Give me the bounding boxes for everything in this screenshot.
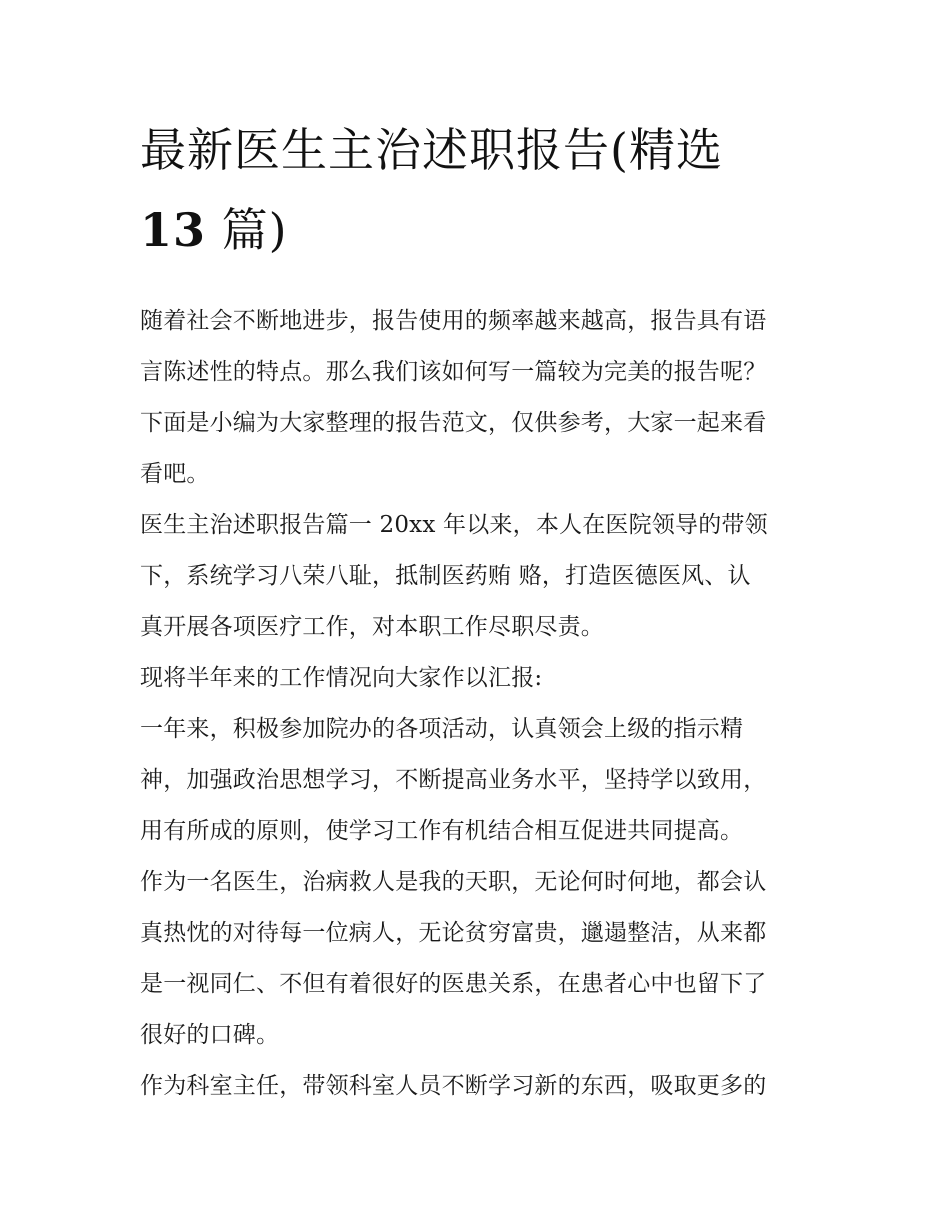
title-line-1: 最新医生主治述职报告(精选 [140, 123, 723, 177]
body-line: 真开展各项医疗工作，对本职工作尽职尽责。 [140, 614, 604, 640]
body-line: 下面是小编为大家整理的报告范文，仅供参考，大家一起来看 [140, 410, 767, 436]
body-line: 真热忱的对待每一位病人，无论贫穷富贵，邋遢整洁，从来都 [140, 920, 767, 946]
title-number: 13 [140, 203, 207, 257]
body-line: 看吧。 [140, 461, 210, 487]
title-line-2: 篇) [206, 203, 288, 257]
body-line: 现将半年来的工作情况向大家作以汇报: [140, 665, 543, 691]
body-line: 一年来，积极参加院办的各项活动，认真领会上级的指示精 [140, 716, 744, 742]
document-title [140, 110, 820, 270]
body-line: 随着社会不断地进步，报告使用的频率越来越高，报告具有语 [140, 308, 767, 334]
document-page [140, 110, 820, 1112]
body-line: 言陈述性的特点。那么我们该如何写一篇较为完美的报告呢？ [140, 359, 767, 385]
body-line: 下，系统学习八荣八耻，抵制医药贿 赂，打造医德医风、认 [140, 563, 751, 589]
document-body [140, 296, 820, 1112]
body-line: 神，加强政治思想学习，不断提高业务水平，坚持学以致用， [140, 767, 767, 793]
body-line: 用有所成的原则，使学习工作有机结合相互促进共同提高。 [140, 818, 744, 844]
body-line: 是一视同仁、不但有着很好的医患关系，在患者心中也留下了 [140, 971, 767, 997]
body-line: 医生主治述职报告篇一 20xx 年以来，本人在医院领导的带领 [140, 512, 768, 538]
body-line: 作为一名医生，治病救人是我的天职，无论何时何地，都会认 [140, 869, 767, 895]
body-line: 作为科室主任，带领科室人员不断学习新的东西，吸取更多的 [140, 1073, 767, 1099]
body-line: 很好的口碑。 [140, 1022, 280, 1048]
